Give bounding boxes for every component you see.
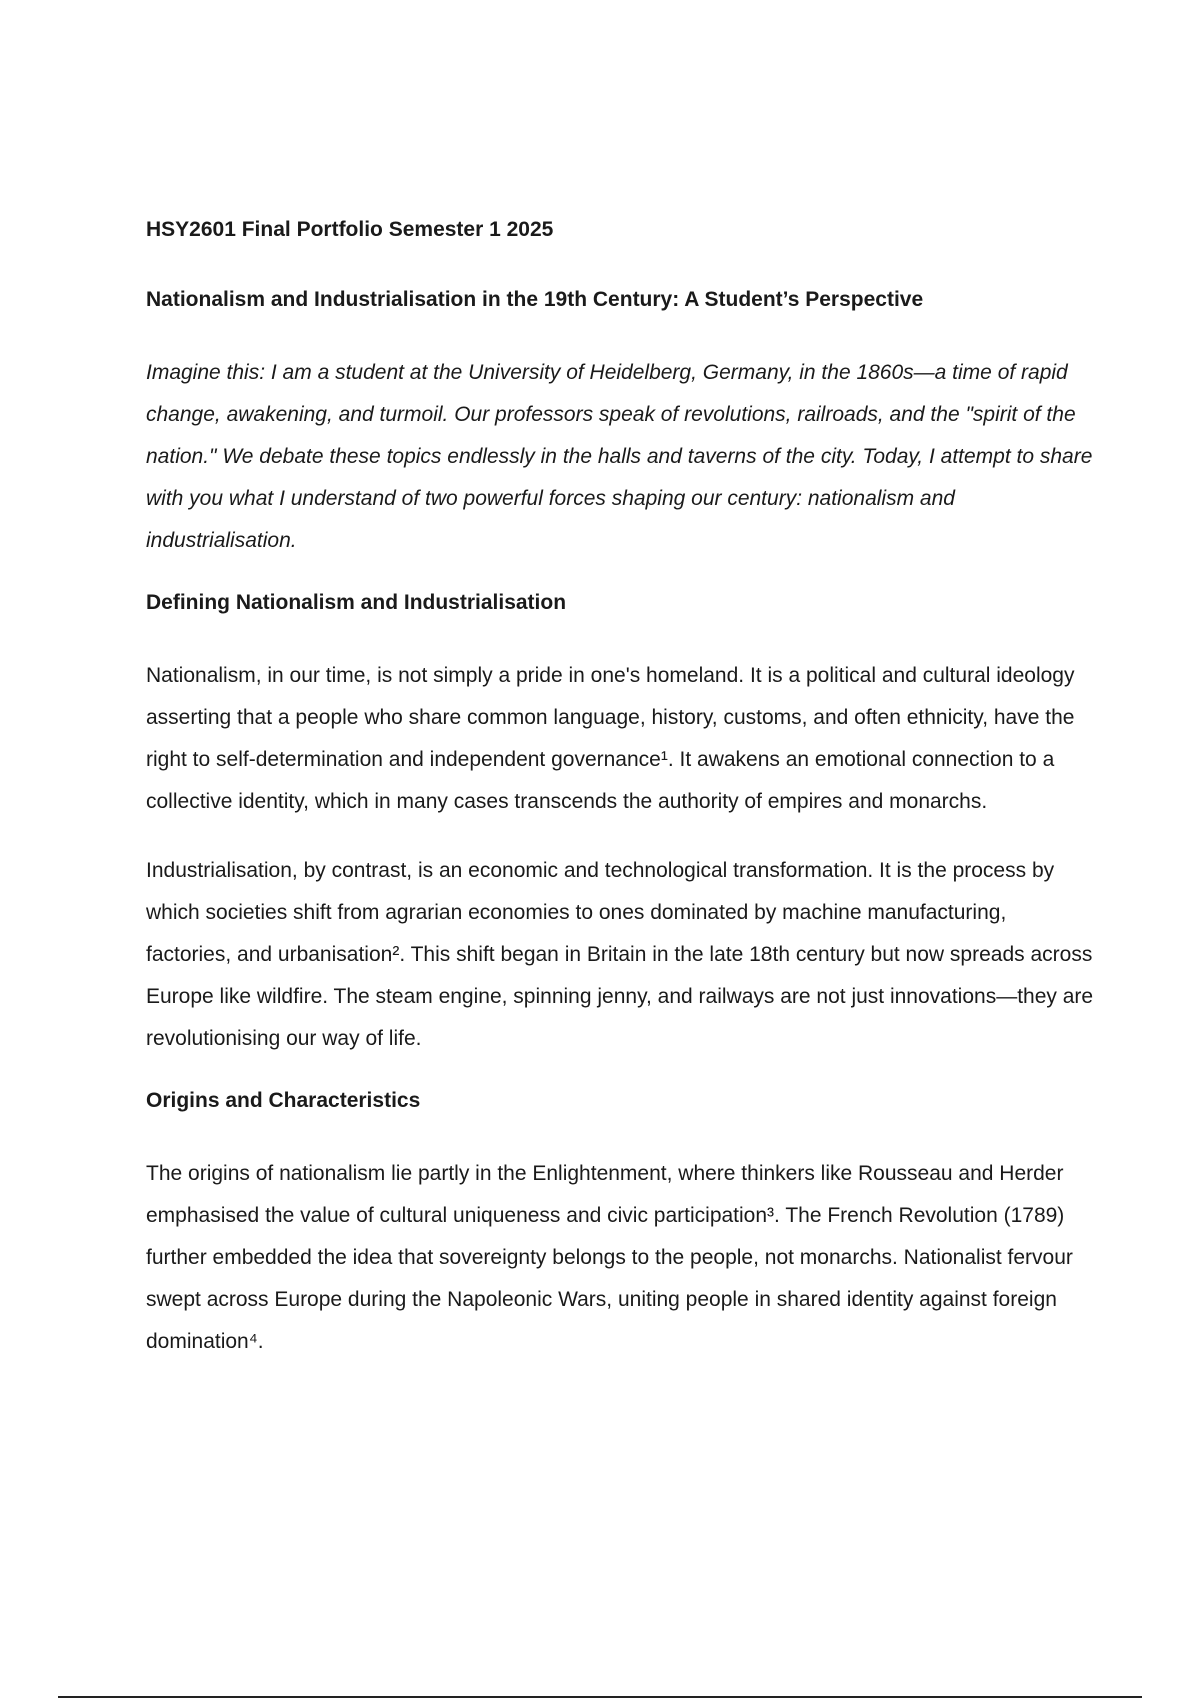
intro-paragraph: Imagine this: I am a student at the University of Heidelberg, Germany, in the 1860s—a time of rapid change, awakening, and turmoil. Our professors speak of revolutions, railroads, and the "spirit of the nation." We debate these topics endlessly in the halls and taverns of the city. Today, I attempt to share with you what I understand of two powerful forces shaping our century: nationalism and industrialisation. [146, 361, 1093, 552]
essay-title: Nationalism and Industrialisation in the 19th Century: A Student’s Perspective [146, 288, 924, 311]
paragraph-industrialisation-definition: Industrialisation, by contrast, is an economic and technological transformation. It is the process by which societies shift from agrarian economies to ones dominated by machine manufacturing, factories, and urbanisation². This shift began in Britain in the late 18th century but now spreads across Europe like wildfire. The steam engine, spinning jenny, and railways are not just innovations—they are revolutionising our way of life. [146, 859, 1094, 1050]
paragraph-nationalism-definition: Nationalism, in our time, is not simply a pride in one's homeland. It is a political and cultural ideology asserting that a people who share common language, history, customs, and often ethnicity, have the right to self-determination and independent governance¹. It awakens an emotional connection to a collective identity, which in many cases transcends the authority of empires and monarchs. [146, 664, 1075, 813]
section-heading-origins: Origins and Characteristics [146, 1089, 421, 1112]
section-heading-defining: Defining Nationalism and Industrialisation [146, 591, 567, 614]
document-page [146, 216, 1096, 1390]
footer-divider [58, 1696, 1142, 1698]
page-title: HSY2601 Final Portfolio Semester 1 2025 [146, 218, 554, 241]
paragraph-origins: The origins of nationalism lie partly in the Enlightenment, where thinkers like Rousseau and Herder emphasised the value of cultural uniqueness and civic participation³. The French Revolution (1789) further embedded the idea that sovereignty belongs to the people, not monarchs. Nationalist fervour swept across Europe during the Napoleonic Wars, uniting people in shared identity against foreign domination⁴. [146, 1162, 1073, 1353]
